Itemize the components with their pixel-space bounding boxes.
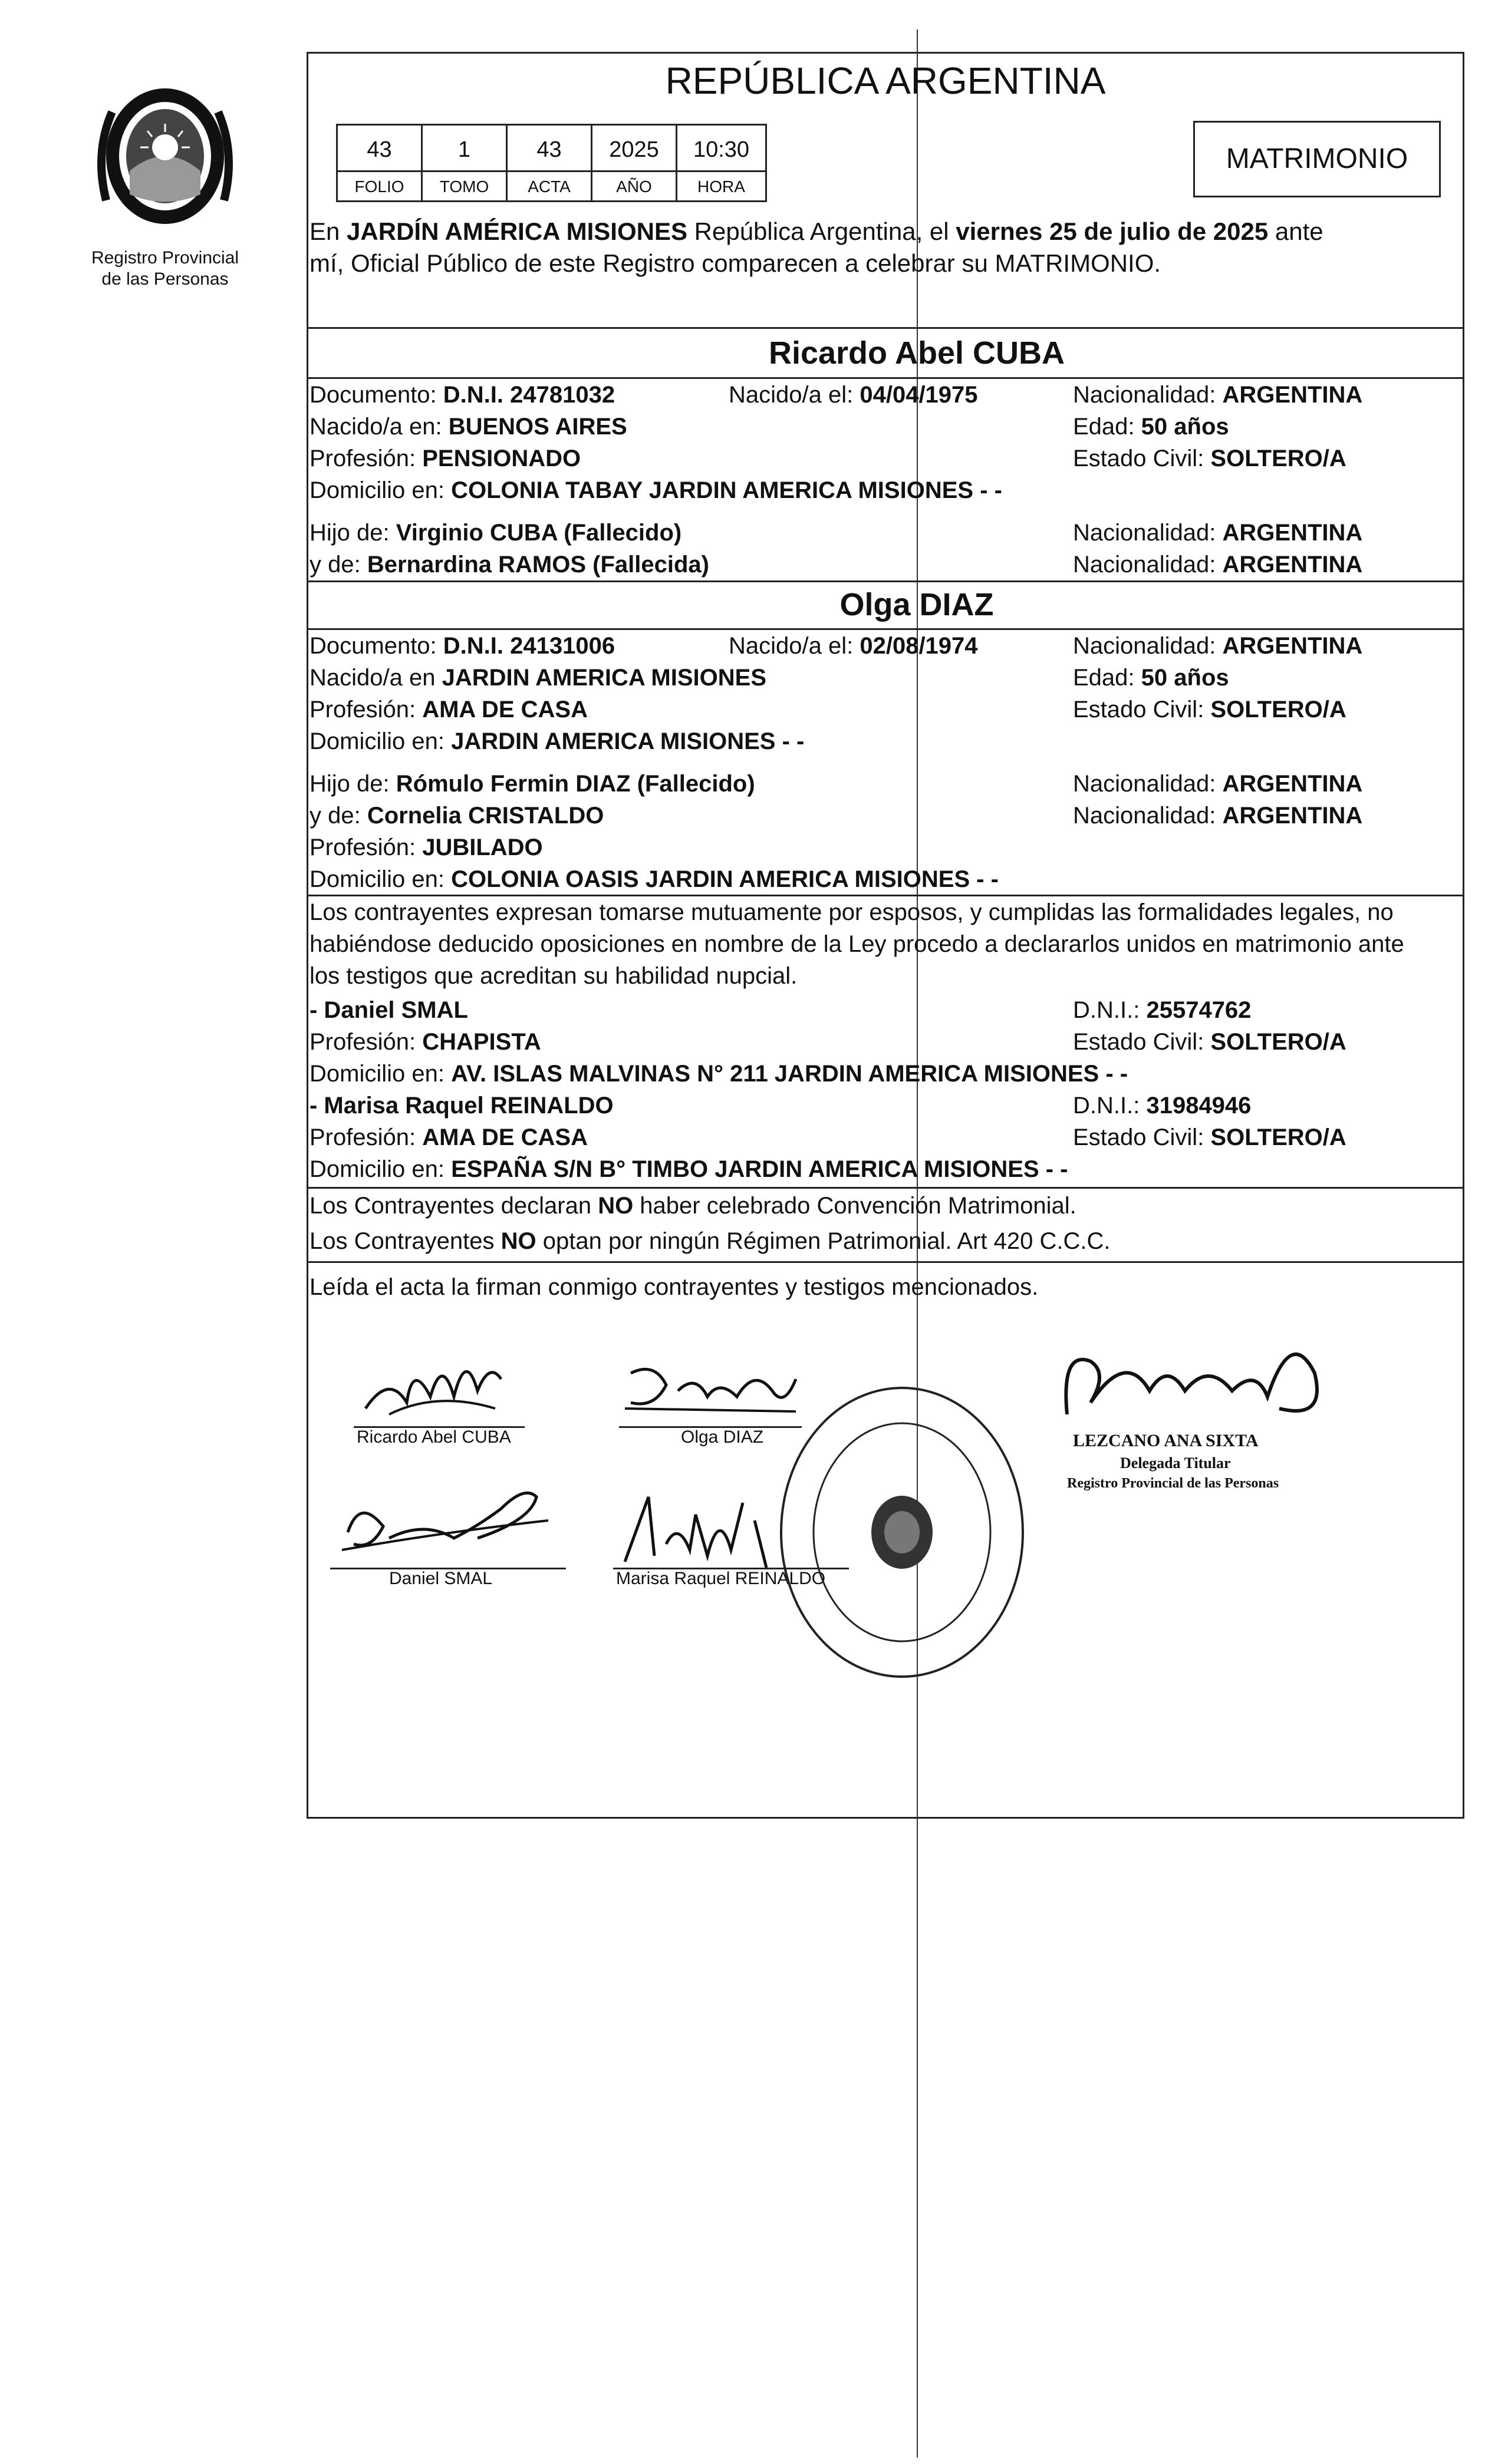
declaration-line-3: los testigos que acreditan su habilidad nupcial. xyxy=(309,963,798,989)
registry-logo xyxy=(83,83,248,236)
witness-2-dni xyxy=(1073,1091,1251,1120)
label: Profesión: xyxy=(309,697,423,723)
value: Cornelia CRISTALDO xyxy=(367,803,604,829)
bride-born xyxy=(729,632,978,660)
intro-date: viernes 25 de julio de 2025 xyxy=(956,217,1269,245)
value: AMA DE CASA xyxy=(422,1124,588,1150)
value: COLONIA OASIS JARDIN AMERICA MISIONES - - xyxy=(451,866,999,892)
value: 31984946 xyxy=(1146,1093,1252,1119)
groom-father xyxy=(309,519,681,547)
intro-text: ante xyxy=(1268,217,1323,245)
value: ARGENTINA xyxy=(1222,382,1363,408)
value: JUBILADO xyxy=(422,834,543,860)
divider xyxy=(307,580,1464,582)
witness-2-profession xyxy=(309,1123,588,1152)
tomo-value: 1 xyxy=(421,124,508,172)
groom-nationality xyxy=(1073,381,1362,409)
witness-2-civil-status xyxy=(1073,1123,1346,1152)
intro-place: JARDÍN AMÉRICA MISIONES xyxy=(347,217,687,245)
registry-seal xyxy=(772,1379,1032,1685)
logo-caption xyxy=(71,248,259,290)
bride-age xyxy=(1073,664,1229,692)
label: Profesión: xyxy=(309,446,423,471)
anio-label: AÑO xyxy=(591,170,677,202)
label: Nacionalidad: xyxy=(1073,520,1223,546)
label: Estado Civil: xyxy=(1073,1124,1211,1150)
bride-father-nationality xyxy=(1073,770,1362,798)
value: SOLTERO/A xyxy=(1210,446,1346,471)
value: SOLTERO/A xyxy=(1210,1029,1346,1055)
groom-dni: D.N.I. 24781032 xyxy=(443,382,615,408)
doc-type-label: MATRIMONIO xyxy=(1226,143,1408,174)
label: Nacido/a en: xyxy=(309,414,449,440)
label: Domicilio en: xyxy=(309,477,452,503)
agreement-regime xyxy=(309,1227,1111,1255)
label: Nacido/a en xyxy=(309,665,442,691)
value: ARGENTINA xyxy=(1222,552,1363,578)
label: Domicilio en: xyxy=(309,1061,452,1087)
bride-doc xyxy=(309,632,615,660)
witness-1-dni xyxy=(1073,996,1251,1024)
label: Edad: xyxy=(1073,665,1141,691)
bride-birthplace xyxy=(309,664,766,692)
groom-name: Ricardo Abel CUBA xyxy=(768,335,1065,371)
bride-signature-label: Olga DIAZ xyxy=(681,1427,764,1447)
groom-father-nationality xyxy=(1073,519,1362,547)
label: Hijo de: xyxy=(309,520,396,546)
label: Profesión: xyxy=(309,1124,423,1150)
label: Profesión: xyxy=(309,834,423,860)
label: Domicilio en: xyxy=(309,866,452,892)
witness-2-address xyxy=(309,1155,1068,1183)
bride-father xyxy=(309,770,755,798)
label: Documento: xyxy=(309,382,443,408)
divider xyxy=(307,327,1464,329)
label: Nacido/a el: xyxy=(729,633,860,659)
official-name: LEZCANO ANA SIXTA xyxy=(1073,1431,1259,1450)
value: ARGENTINA xyxy=(1222,771,1363,797)
hora-value: 10:30 xyxy=(676,124,767,172)
witness-2-name: - Marisa Raquel REINALDO xyxy=(309,1093,614,1119)
bride-address xyxy=(309,727,804,756)
value: BUENOS AIRES xyxy=(448,414,627,440)
official-title: Delegada Titular xyxy=(1120,1454,1231,1472)
value: AV. ISLAS MALVINAS N° 211 JARDIN AMERICA MISIONES - - xyxy=(451,1061,1128,1087)
label: Domicilio en: xyxy=(309,1156,452,1182)
text: NO xyxy=(598,1193,634,1219)
label: Hijo de: xyxy=(309,771,396,797)
value: JARDIN AMERICA MISIONES xyxy=(442,665,767,691)
value: Bernardina RAMOS (Fallecida) xyxy=(367,552,709,578)
groom-age xyxy=(1073,413,1229,441)
acta-value: 43 xyxy=(506,124,592,172)
declaration-line-1: Los contrayentes expresan tomarse mutuamente por esposos, y cumplidas las formalidades legales, no xyxy=(309,899,1394,925)
folio-label: FOLIO xyxy=(336,170,423,202)
intro-line-1 xyxy=(309,217,1323,246)
intro-line-2: mí, Oficial Público de este Registro comparecen a celebrar su MATRIMONIO. xyxy=(309,249,1161,277)
label: D.N.I.: xyxy=(1073,1093,1147,1119)
label: Nacionalidad: xyxy=(1073,382,1223,408)
value: PENSIONADO xyxy=(422,446,581,471)
label: y de: xyxy=(309,552,367,578)
label: Estado Civil: xyxy=(1073,697,1211,723)
divider xyxy=(307,1187,1464,1189)
text: NO xyxy=(501,1228,536,1254)
divider xyxy=(307,377,1464,379)
value: ARGENTINA xyxy=(1222,520,1363,546)
groom-born xyxy=(729,381,978,409)
bride-mother-address xyxy=(309,865,999,893)
groom-doc xyxy=(309,381,615,409)
groom-mother-nationality xyxy=(1073,550,1362,579)
closing-text: Leída el acta la firman conmigo contrayentes y testigos mencionados. xyxy=(309,1274,1039,1300)
groom-mother xyxy=(309,550,709,579)
bride-mother-profession xyxy=(309,833,543,862)
witness-1-signature-label: Daniel SMAL xyxy=(389,1569,493,1588)
label: Edad: xyxy=(1073,414,1141,440)
groom-birthdate: 04/04/1975 xyxy=(860,382,978,408)
label: D.N.I.: xyxy=(1073,997,1147,1023)
groom-profession xyxy=(309,444,581,473)
value: SOLTERO/A xyxy=(1210,697,1346,723)
province-shield-icon xyxy=(83,83,248,236)
value: JARDIN AMERICA MISIONES - - xyxy=(451,728,805,754)
label: Nacido/a el: xyxy=(729,382,860,408)
anio-value: 2025 xyxy=(591,124,677,172)
label: Nacionalidad: xyxy=(1073,633,1223,659)
witness-1-name: - Daniel SMAL xyxy=(309,997,468,1023)
groom-birthplace xyxy=(309,413,627,441)
label: Nacionalidad: xyxy=(1073,771,1223,797)
value: 25574762 xyxy=(1146,997,1252,1023)
label: Domicilio en: xyxy=(309,728,452,754)
folio-value: 43 xyxy=(336,124,423,172)
divider xyxy=(307,895,1464,896)
bride-dni: D.N.I. 24131006 xyxy=(443,633,615,659)
text: haber celebrado Convención Matrimonial. xyxy=(633,1193,1076,1219)
value: SOLTERO/A xyxy=(1210,1124,1346,1150)
label: y de: xyxy=(309,803,367,829)
doc-type-box xyxy=(1193,121,1441,197)
bride-birthdate: 02/08/1974 xyxy=(860,633,978,659)
declaration-line-2: habiéndose deducido oposiciones en nombre de la Ley procedo a declararlos unidos en matrimonio ante xyxy=(309,931,1404,957)
groom-civil-status xyxy=(1073,444,1346,473)
official-signature xyxy=(1055,1326,1350,1444)
bride-name: Olga DIAZ xyxy=(839,587,994,622)
value: Rómulo Fermin DIAZ (Fallecido) xyxy=(396,771,755,797)
acta-label: ACTA xyxy=(506,170,592,202)
label: Estado Civil: xyxy=(1073,446,1211,471)
witness-1-address xyxy=(309,1060,1128,1088)
value: Virginio CUBA (Fallecido) xyxy=(396,520,682,546)
text: Los Contrayentes declaran xyxy=(309,1193,598,1219)
tomo-label: TOMO xyxy=(421,170,508,202)
value: 50 años xyxy=(1141,414,1229,440)
witness-1-signature xyxy=(336,1473,560,1568)
bride-nationality xyxy=(1073,632,1362,660)
value: ESPAÑA S/N B° TIMBO JARDIN AMERICA MISIONES - - xyxy=(451,1156,1068,1182)
bride-profession xyxy=(309,695,588,724)
value: COLONIA TABAY JARDIN AMERICA MISIONES - - xyxy=(451,477,1002,503)
witness-2-signature-label: Marisa Raquel REINALDO xyxy=(616,1569,826,1588)
label: Nacionalidad: xyxy=(1073,552,1223,578)
bride-mother-nationality xyxy=(1073,801,1362,830)
text: Los Contrayentes xyxy=(309,1228,501,1254)
witness-1-civil-status xyxy=(1073,1028,1346,1056)
official-office: Registro Provincial de las Personas xyxy=(1067,1476,1279,1491)
hora-label: HORA xyxy=(676,170,767,202)
groom-signature-label: Ricardo Abel CUBA xyxy=(357,1427,511,1447)
bride-mother xyxy=(309,801,604,830)
label: Nacionalidad: xyxy=(1073,803,1223,829)
groom-address xyxy=(309,476,1002,504)
value: ARGENTINA xyxy=(1222,633,1363,659)
value: ARGENTINA xyxy=(1222,803,1363,829)
label: Profesión: xyxy=(309,1029,423,1055)
witness-1-profession xyxy=(309,1028,541,1056)
bride-civil-status xyxy=(1073,695,1346,724)
logo-caption-line1: Registro Provincial xyxy=(91,248,239,268)
divider xyxy=(307,1261,1464,1263)
value: AMA DE CASA xyxy=(422,697,588,723)
divider xyxy=(307,628,1464,630)
label: Documento: xyxy=(309,633,443,659)
intro-text: En xyxy=(309,217,347,245)
logo-caption-line2: de las Personas xyxy=(101,269,229,289)
label: Estado Civil: xyxy=(1073,1029,1211,1055)
agreement-convention xyxy=(309,1192,1076,1220)
groom-signature xyxy=(354,1338,531,1432)
page-title: REPÚBLICA ARGENTINA xyxy=(665,60,1106,102)
intro-text: República Argentina, el xyxy=(687,217,956,245)
value: CHAPISTA xyxy=(422,1029,541,1055)
text: optan por ningún Régimen Patrimonial. Art 420 C.C.C. xyxy=(536,1228,1111,1254)
value: 50 años xyxy=(1141,665,1229,691)
